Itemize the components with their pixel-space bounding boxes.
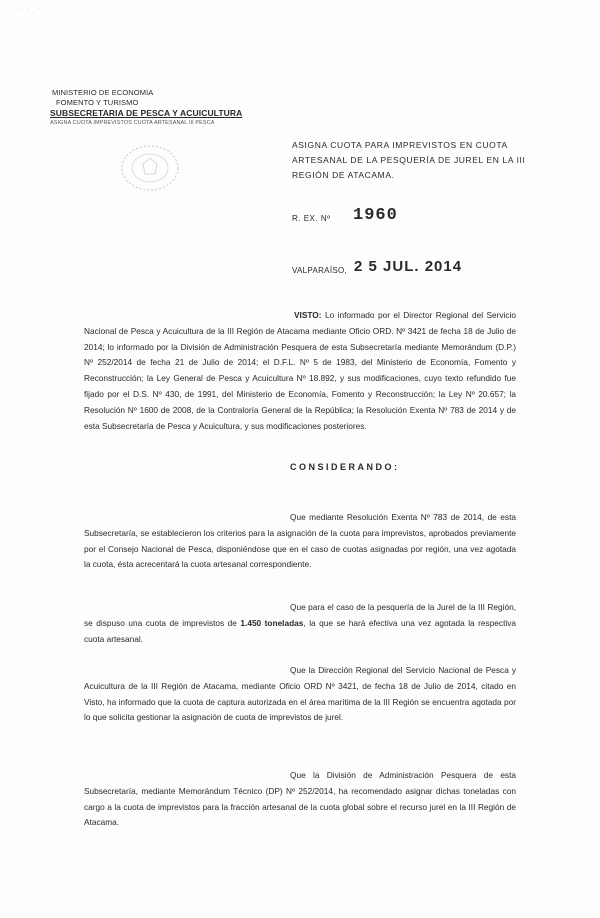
ministry-line-2: FOMENTO Y TURISMO [56, 98, 139, 107]
resolution-number: 1960 [353, 206, 398, 225]
paragraph-4-text: Que la División de Administración Pesquera de esta Subsecretaría, mediante Memorándum Técnico (DP) Nº 252/2014, ha recomendado asignar dichas toneladas con cargo a la cuota de imprevistos para la fracción artesanal de la cuota global sobre el recurso jurel en la III Región de Atacama. [84, 770, 516, 828]
considerando-paragraph-4 [84, 768, 516, 831]
visto-text: Lo informado por el Director Regional del Servicio Nacional de Pesca y Acuicultura de la III Región de Atacama mediante Oficio ORD. Nº 3421 de fecha 18 de Julio de 2014; lo informado por la División de Administración Pesquera de esta Subsecretaría mediante Memorándum (D.P.) Nº 252/2014 de fecha 21 de Julio de 2014; el D.F.L. Nº 5 de 1983, del Ministerio de Economía, Fomento y Reconstrucción; la Ley General de Pesca y Acuicultura Nº 18.892, y sus modificaciones, cuyo texto refundido fue fijado por el D.S. Nº 430, de 1991, del Ministerio de Economía, Fomento y Reconstrucción; la Ley Nº 20.657; la Resolución Nº 1600 de 2008, de la Contraloría General de la República; la Resolución Exenta Nº 783 de 2014 y de esta Subsecretaría de Pesca y Acuicultura, y sus modificaciones posteriores. [84, 310, 516, 431]
paragraph-2-text-a: Que para el caso de la pesquería de la Jurel de la III Región, se dispuso una cuota de imprevistos de [84, 602, 516, 628]
considerando-paragraph-3 [84, 663, 516, 726]
letterhead [52, 88, 252, 128]
ministry-line: MINISTERIO DE ECONOMIA [52, 88, 154, 97]
subsecretaria-line: SUBSECRETARIA DE PESCA Y ACUICULTURA [50, 108, 243, 118]
paragraph-1-text: Que mediante Resolución Exenta Nº 783 de 2014, de esta Subsecretaría, se establecieron los criterios para la asignación de la cuota para imprevistos, aprobados previamente por el Consejo Nacional de Pesca, disponiéndose que en el caso de cuotas asignadas por región, una vez agotada la cuota, ésta acrecentará la cuota artesanal correspondiente. [84, 512, 516, 570]
considerando-paragraph-1 [84, 510, 516, 573]
place-label: VALPARAÍSO, [292, 266, 348, 275]
considerando-paragraph-2 [84, 600, 516, 647]
paragraph-2-text-b: , la que se hará efectiva una vez agotada la respectiva cuota artesanal. [84, 617, 516, 644]
visto-heading: VISTO: [294, 310, 322, 320]
scan-specks: · · · [18, 6, 43, 12]
visto-paragraph [84, 308, 516, 434]
resolution-date: 2 5 JUL. 2014 [354, 258, 463, 275]
resolution-label: R. EX. Nº [292, 214, 331, 223]
reference-line: ASIGNA CUOTA IMPREVISTOS CUOTA ARTESANAL III PESCA [50, 120, 215, 126]
paragraph-2-tonnage: 1.450 toneladas [240, 617, 304, 628]
resolution-subject: ASIGNA CUOTA PARA IMPREVISTOS EN CUOTA ARTESANAL DE LA PESQUERÍA DE JUREL EN LA III REGIÓN DE ATACAMA. [292, 140, 526, 180]
considerando-heading: CONSIDERANDO: [290, 462, 400, 472]
official-seal-icon [115, 140, 185, 195]
paragraph-3-text: Que la Dirección Regional del Servicio Nacional de Pesca y Acuicultura de la III Región de Atacama, mediante Oficio ORD Nº 3421, de fecha 18 de Julio de 2014, citado en Visto, ha informado que la cuota de captura autorizada en el área marítima de la III Región se encuentra agotada por lo que solicita gestionar la asignación de cuota de imprevistos de jurel. [84, 665, 516, 723]
